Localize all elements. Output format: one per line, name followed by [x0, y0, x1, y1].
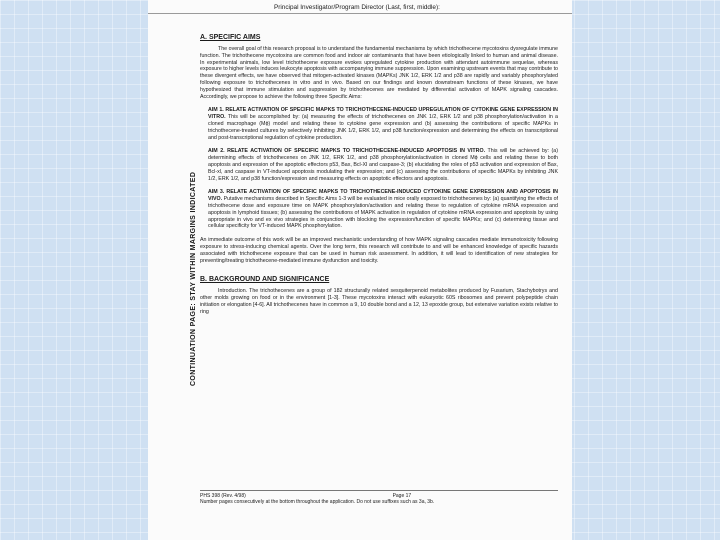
aim-2-title: AIM 2. RELATE ACTIVATION OF SPECIFIC MAPKS TO TRICHOTHECENE-INDUCED APOPTOSIS IN VITRO. [208, 148, 486, 155]
aim-3-paragraph [208, 189, 558, 230]
outcome-paragraph: An immediate outcome of this work will be an improved mechanistic understanding of how MAPK signaling cascades mediate immunotoxicity following exposure to stress-inducing chemical agents. Over the long term, this research will contribute to and will be enhanced knowledge of specific hazards associated with trichothecene exposure that can be used in human risk assessment. In addition, it will lead to identification of new strategies for preventing/treating trichothecene-mediated immune dysfunction and toxicity. [200, 237, 558, 264]
pi-header: Principal Investigator/Program Director (Last, first, middle): [274, 4, 440, 11]
background-heading: B. BACKGROUND AND SIGNIFICANCE [200, 276, 330, 284]
specific-aims-intro: The overall goal of this research proposal is to understand the fundamental mechanisms by which trichothecene mycotoxins dysregulate immune function. The trichothecene mycotoxins are common food and indoor air contaminants that have been etiologically linked to human and animal disease. In experimental animals, low level trichothecene exposure evokes upregulated cytokine production with attendant autoimmune sequelae, whereas exposure to higher levels induces leukocyte apoptosis with accompanying immune suppression. Upon examining upstream events that may contribute to these divergent effects, we have observed that mitogen-activated kinases (MAPKs) JNK 1/2, ERK 1/2 and p38 are rapidly and variably phosphorylated following exposure to trichothecenes in vitro and in vivo. Based on our findings and known downstream functions of these kinases, we have hypothesized that immune stimulation and suppression by trichothecenes are mediated by differential activation of MAPK signaling cascades. Accordingly, we propose to achieve the following three Specific Aims: [200, 46, 558, 100]
footer-note: Number pages consecutively at the bottom throughout the application. Do not use suffixes such as 3a, 3b. [200, 499, 435, 505]
page-content [200, 20, 558, 323]
background-intro-paragraph: Introduction. The trichothecenes are a group of 182 structurally related sesquiterpenoid metabolites produced by Fusarium, Stachybotrys and other molds growing on food or in the environment [1-3]. These mycotoxins interact with eukaryotic 60S ribosomes and prevent polypeptide chain initiation or elongation [4-6]. All trichothecenes have in common a 9, 10 double bond and a 12, 13 epoxide group, but extensive variation exists relative to ring [200, 288, 558, 315]
continuation-margin-label: CONTINUATION PAGE: STAY WITHIN MARGINS INDICATED [190, 171, 197, 386]
aim-1-body: This will be accomplished by: (a) measuring the effects of trichothecenes on JNK 1/2, ERK 1/2 and p38 phosphorylation/activation in a cloned macrophage (Mϕ) model and relating these to cytokine gene expression and (b) assessing the contributions of specific MAPKs in trichothecene-treated cultures by selectively inhibiting JNK 1/2, ERK 1/2, and p38 function/expression and determining the effects on transcriptional and post-transcriptional regulation of cytokine production. [208, 114, 558, 141]
aim-1-title: AIM 1. RELATE ACTIVATION OF SPECIFIC MAPKS TO TRICHOTHECENE-INDUCED UPREGULATION OF CYTOKINE GENE EXPRESSION IN VITRO. [208, 107, 558, 121]
page-number: Page 17 [392, 493, 412, 499]
page-footer [200, 493, 558, 505]
specific-aims-heading: A. SPECIFIC AIMS [200, 34, 261, 41]
aim-3-title: AIM 3. RELATE ACTIVATION OF SPECIFIC MAPKS TO TRICHOTHECENE-INDUCED CYTOKINE GENE EXPRESSION AND APOPTOSIS IN VIVO. [208, 189, 558, 203]
aim-2-paragraph [208, 148, 558, 182]
aim-3-body: Putative mechanisms described in Specific Aims 1-3 will be evaluated in mice orally exposed to trichothecenes by: (a) quantifying the effects of trichothecene dose and exposure time on MAPK phosphorylation/activation and relating these to regulation of cytokine mRNA expression and apoptosis in lymphoid tissues; (b) assessing the contributions of MAPK activation in regulation of cytokine mRNA expression and apoptosis by using appropriate in vivo and ex vivo strategies in conjunction with blocking the expression/function of specific MAPKs; and (c) determining tissue and cellular specificity for VT-induced MAPK phosphorylation. [208, 196, 558, 230]
footer-rule [200, 490, 558, 491]
aim-2-body: This will be achieved by: (a) determining effects of trichothecenes on JNK 1/2, ERK 1/2, and p38 phosphorylation/activation in cloned Mϕ cells and relating these to both apoptosis and expression of the apoptotic effectors p53, Bax, Bcl-XI and caspase-3; (b) elucidating the roles of p53 activation and expression of Bax, Bcl-xl, and caspase in VT-induced apoptosis modulating their expression; and (c) assessing the contributions of specific MAPKs by inhibiting JNK 1/2, ERK 1/2, and p38 function/expression and measuring effects on apoptotic effectors and apoptosis. [208, 148, 558, 182]
header-rule [148, 13, 572, 14]
form-label: PHS 398 (Rev. 4/98) [200, 493, 246, 499]
aim-1-paragraph [208, 107, 558, 141]
document-page [148, 0, 572, 540]
